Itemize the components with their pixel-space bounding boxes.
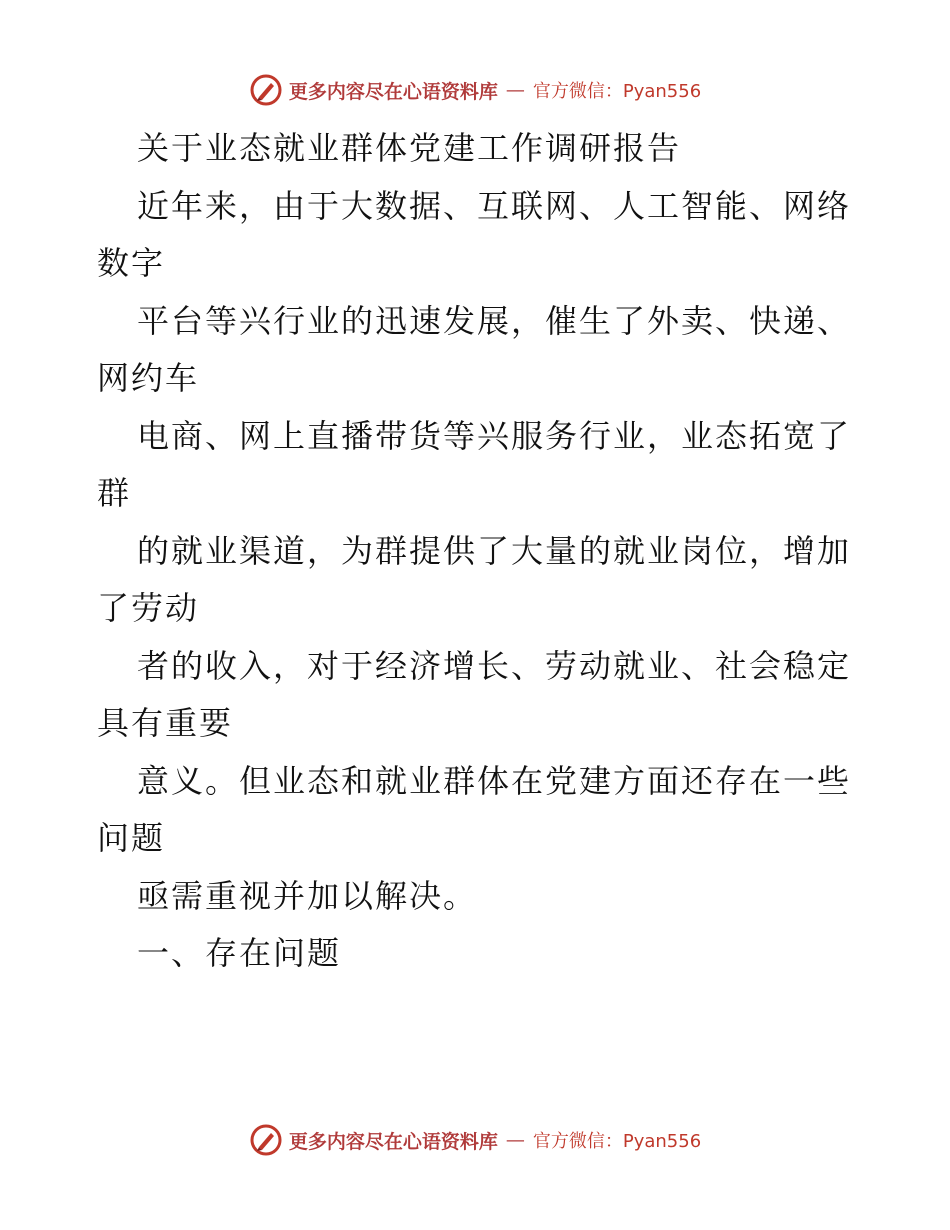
- header-banner-separator: —: [505, 79, 525, 101]
- paragraph-line: 近年来，由于大数据、互联网、人工智能、网络: [137, 186, 852, 225]
- paragraph-line: 数字: [97, 244, 166, 282]
- footer-banner: [0, 1120, 950, 1160]
- footer-banner-wechat: 官方微信：Pyan556: [532, 1131, 702, 1152]
- paragraph-line: 电商、网上直播带货等兴服务行业，业态拓宽了: [137, 416, 852, 455]
- footer-banner-separator: —: [505, 1129, 525, 1151]
- header-banner: [0, 70, 950, 110]
- document-title: 关于业态就业群体党建工作调研报告: [137, 129, 682, 167]
- footer-banner-text: 更多内容尽在心语资料库: [288, 1130, 498, 1153]
- paragraph-line: 具有重要: [97, 704, 234, 742]
- header-banner-text: 更多内容尽在心语资料库: [288, 80, 498, 103]
- header-banner-wechat: 官方微信：Pyan556: [532, 81, 702, 102]
- paragraph-line: 平台等兴行业的迅速发展，催生了外卖、快递、: [137, 301, 852, 340]
- footer-banner-content: [249, 1123, 701, 1157]
- paragraph-line: 者的收入，对于经济增长、劳动就业、社会稳定: [137, 646, 852, 685]
- paragraph-line: 网约车: [97, 359, 200, 397]
- paragraph-line: 亟需重视并加以解决。: [137, 876, 478, 915]
- paragraph-line: 问题: [97, 819, 166, 857]
- pen-nib-logo-icon: [249, 73, 283, 107]
- section-heading: 一、存在问题: [137, 934, 342, 972]
- header-banner-content: [249, 73, 701, 107]
- document-body: [97, 120, 857, 983]
- pen-nib-logo-icon: [249, 1123, 283, 1157]
- paragraph-line: 的就业渠道，为群提供了大量的就业岗位，增加: [137, 531, 852, 570]
- paragraph-line: 群: [97, 474, 132, 512]
- paragraph-line: 意义。但业态和就业群体在党建方面还存在一些: [137, 761, 852, 800]
- paragraph-line: 了劳动: [97, 589, 200, 627]
